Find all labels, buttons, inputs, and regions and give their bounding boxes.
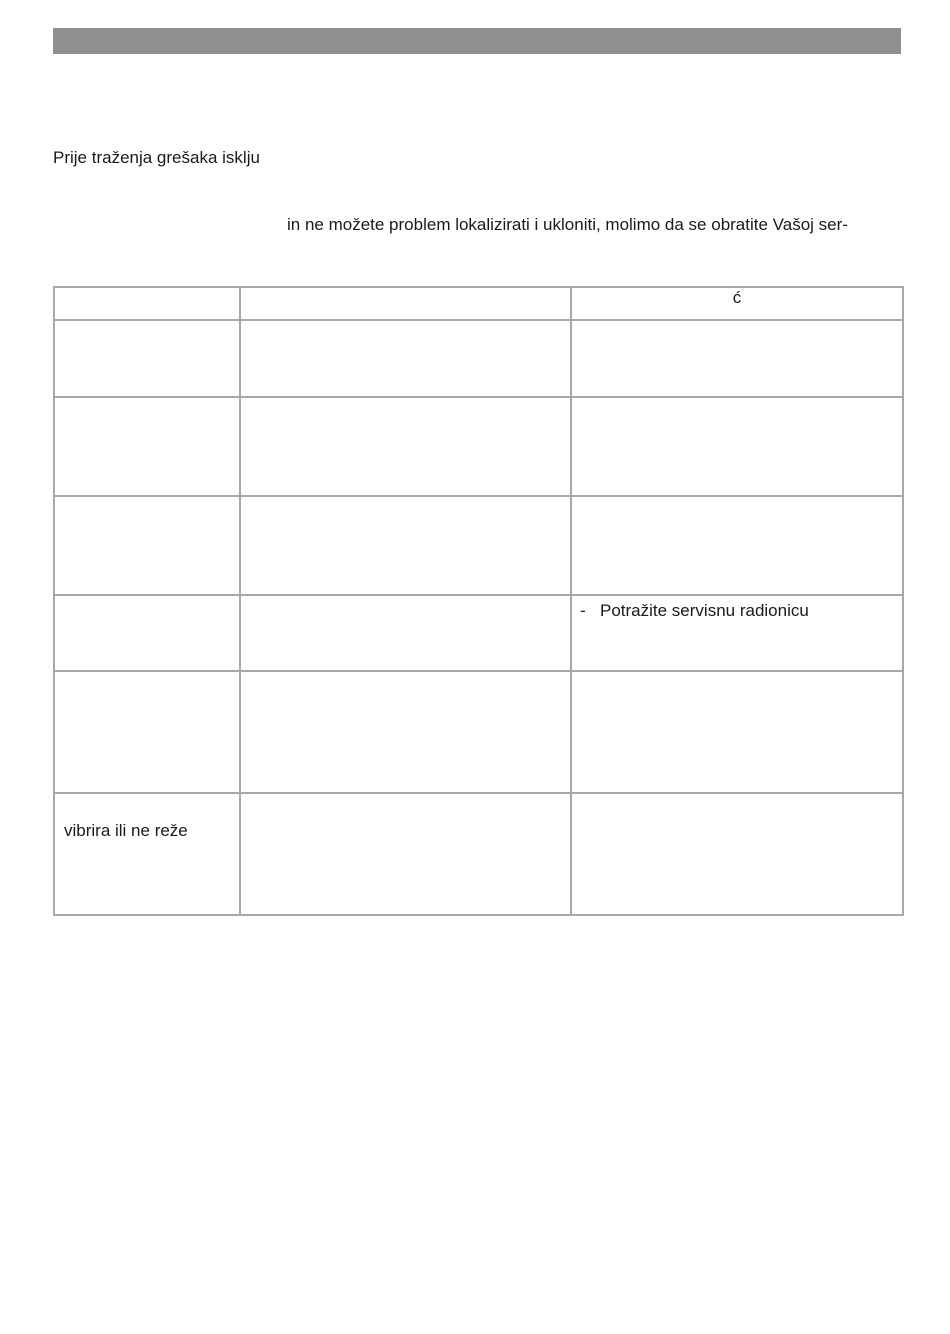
table-header-row [54,287,903,320]
table-row [54,793,903,915]
cell-remedy [571,671,903,793]
troubleshooting-table [53,286,904,916]
cell-cause [240,397,571,496]
bullet-dash: - [580,601,586,620]
table-row [54,496,903,595]
cell-remedy [571,496,903,595]
cell-problem [54,671,240,793]
cell-cause [240,793,571,915]
remedy-text: Potražite servisnu radionicu [600,601,809,620]
cell-problem [54,320,240,397]
header-cause [240,287,571,320]
cell-cause [240,320,571,397]
cell-problem [54,496,240,595]
table-row [54,320,903,397]
cell-remedy [571,320,903,397]
header-remedy: ć [571,287,903,320]
cell-problem [54,397,240,496]
table-row [54,595,903,671]
table-row [54,671,903,793]
section-header-bar [53,28,901,54]
cell-remedy [571,595,903,671]
cell-cause [240,595,571,671]
cell-problem [54,595,240,671]
table-row [54,397,903,496]
cell-cause [240,496,571,595]
cell-cause [240,671,571,793]
header-problem [54,287,240,320]
cell-problem: vibrira ili ne reže [54,793,240,915]
remedy-list-item [572,596,902,621]
cell-remedy [571,397,903,496]
cell-remedy [571,793,903,915]
intro-text-line-2: in ne možete problem lokalizirati i ukloniti, molimo da se obratite Vašoj ser- [287,215,848,234]
intro-text-line-1: Prije traženja grešaka isklju [53,148,260,167]
